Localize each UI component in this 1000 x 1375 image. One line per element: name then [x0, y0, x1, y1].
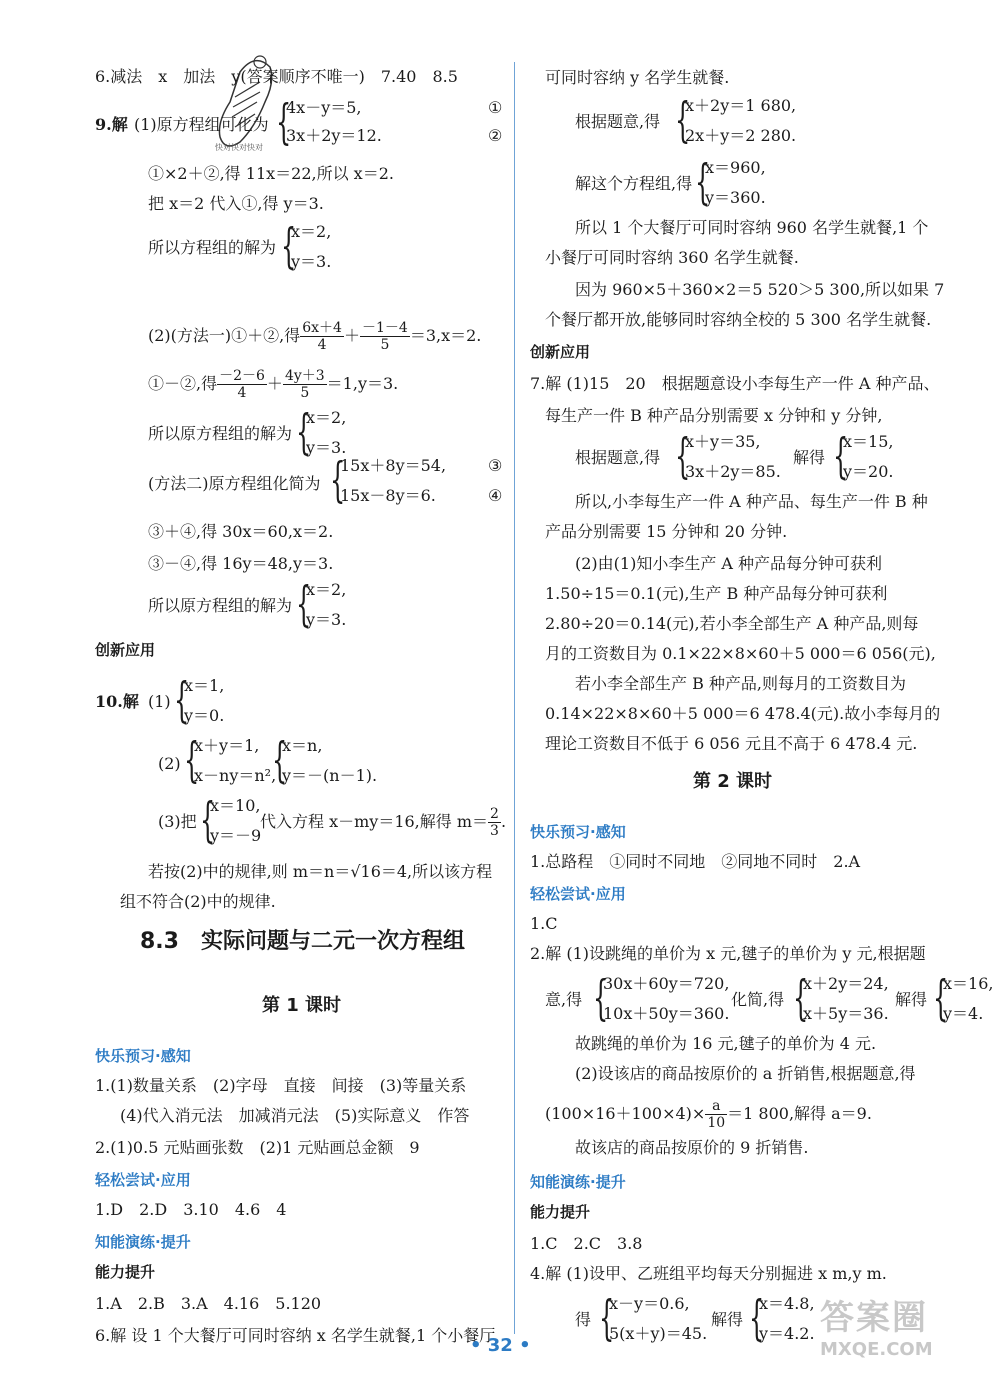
- equation: 5(x＋y)＝45.: [609, 1324, 708, 1343]
- text: ①－②,得: [148, 374, 218, 393]
- paragraph-line: (2)由(1)知小李生产 A 种产品每分钟可获利: [575, 554, 883, 573]
- solution-step: 意,得: [545, 990, 583, 1009]
- equation: x＋2y＝24,: [803, 974, 889, 993]
- text: ＝1,y＝3.: [326, 374, 399, 393]
- numerator: －1－4: [361, 320, 408, 336]
- paragraph-line: 故该店的商品按原价的 9 折销售.: [575, 1138, 809, 1157]
- section-heading-preview: 快乐预习·感知: [530, 823, 626, 841]
- solution-step: 根据题意,得: [575, 448, 661, 467]
- watermark-url: MXQE.COM: [820, 1339, 933, 1360]
- numerator: 4y＋3: [284, 368, 325, 384]
- numerator: －2－6: [219, 368, 265, 384]
- brace: {: [599, 1290, 615, 1346]
- equation: y＝360.: [705, 188, 766, 207]
- fraction: [283, 368, 327, 401]
- q9-text: (1)原方程组可化为: [134, 115, 269, 134]
- text: ＝3,x＝2.: [409, 326, 482, 345]
- equation: y＝3.: [306, 610, 347, 629]
- brace: {: [281, 218, 297, 274]
- equation: x＝2,: [306, 580, 347, 599]
- paragraph-line: 月的工资数目为 0.1×22×8×60＋5 000＝6 056(元),: [545, 644, 936, 663]
- watermark-logo-icon: 答案圈: [820, 1298, 928, 1338]
- brace: {: [200, 792, 216, 848]
- section-heading-try: 轻松尝试·应用: [95, 1171, 191, 1189]
- equation: y＝4.: [943, 1004, 984, 1023]
- eq-marker: ③: [488, 456, 503, 475]
- column-divider: [514, 62, 515, 1334]
- method-two-step: (方法二)原方程组化简为: [148, 474, 321, 493]
- section-heading-ability: 能力提升: [95, 1263, 156, 1281]
- watermark: [820, 1290, 933, 1360]
- chapter-title: 8.3 实际问题与二元一次方程组: [140, 929, 465, 954]
- equation: x＋y＝35,: [685, 432, 761, 451]
- equation: y＝－(n－1).: [282, 766, 378, 785]
- equation: y＝0.: [184, 706, 225, 725]
- brace: {: [296, 404, 312, 460]
- paragraph-line: 产品分别需要 15 分钟和 20 分钟.: [545, 522, 788, 541]
- q10-part2: (2): [158, 754, 181, 773]
- answer-line: (4)代入消元法 加减消元法 (5)实际意义 作答: [120, 1106, 470, 1125]
- text: ＝1 800,解得 a＝9.: [727, 1104, 872, 1123]
- text: (2)(方法一)①＋②,得: [148, 326, 301, 345]
- section-heading-practice: 知能演练·提升: [530, 1173, 626, 1191]
- denominator: 4: [317, 337, 327, 353]
- brace: {: [793, 970, 809, 1026]
- brace: {: [933, 970, 949, 1026]
- equation: y＝3.: [291, 252, 332, 271]
- fraction: [217, 368, 267, 401]
- equation: x＝2,: [306, 408, 347, 427]
- section-heading-innovation: 创新应用: [530, 343, 591, 361]
- q10-part3-text: [260, 806, 506, 839]
- brace: {: [184, 732, 200, 788]
- equation: x＋5y＝36.: [803, 1004, 889, 1023]
- q9-label: 9.解: [95, 115, 128, 134]
- equation: x＝2,: [291, 222, 332, 241]
- svg-text:快对快对快对: 快对快对快对: [215, 143, 263, 152]
- answer-line-6-8: 6.减法 x 加法 y(答案顺序不唯一) 7.40 8.5: [95, 67, 458, 86]
- q10-label: 10.解: [95, 692, 139, 711]
- equation: 3x＋2y＝85.: [685, 462, 781, 481]
- paragraph-line: 故跳绳的单价为 16 元,毽子的单价为 4 元.: [575, 1034, 877, 1053]
- section-heading-ability: 能力提升: [530, 1203, 591, 1221]
- paragraph-line: 2.80÷20＝0.14(元),若小李全部生产 A 种产品,则每: [545, 614, 919, 633]
- equation: 3x＋2y＝12.: [286, 126, 382, 145]
- brace: {: [695, 154, 711, 210]
- paragraph-line: 4.解 (1)设甲、乙班组平均每天分别掘进 x m,y m.: [530, 1264, 887, 1283]
- fraction: [705, 1098, 727, 1131]
- solution-step: 把 x＝2 代入①,得 y＝3.: [148, 194, 324, 213]
- text: .: [500, 812, 507, 831]
- solution-step: 所以方程组的解为: [148, 238, 277, 257]
- equation: x＝1,: [184, 676, 225, 695]
- brace: {: [675, 428, 691, 484]
- answer-line: 6.解 设 1 个大餐厅可同时容纳 x 名学生就餐,1 个小餐厅: [95, 1326, 496, 1345]
- text: ＋: [266, 374, 283, 393]
- numerator: 6x＋4: [302, 320, 342, 336]
- fraction: [300, 320, 344, 353]
- page-number: • 32 •: [470, 1335, 531, 1356]
- solution-step: 所以原方程组的解为: [148, 424, 293, 443]
- denominator: 4: [237, 385, 247, 401]
- paragraph-line: 若按(2)中的规律,则 m＝n＝√16＝4,所以该方程: [148, 862, 493, 881]
- brace: {: [272, 732, 288, 788]
- q10-part1: (1): [148, 692, 171, 711]
- equation: x＝16,: [943, 974, 994, 993]
- solution-step: 解得: [895, 990, 928, 1009]
- paragraph-line: 2.解 (1)设跳绳的单价为 x 元,毽子的单价为 y 元,根据题: [530, 944, 926, 963]
- numerator: a: [705, 1098, 727, 1115]
- brace: {: [749, 1290, 765, 1346]
- answer-line: 1.D 2.D 3.10 4.6 4: [95, 1200, 287, 1219]
- solution-step: 根据题意,得: [575, 112, 661, 131]
- solution-step: 化简,得: [731, 990, 785, 1009]
- lesson-title: 第 1 课时: [262, 995, 342, 1016]
- equation: x＝15,: [843, 432, 894, 451]
- text: ＋: [343, 326, 360, 345]
- paragraph-line: (2)设该店的商品按原价的 a 折销售,根据题意,得: [575, 1064, 916, 1083]
- brace: {: [675, 92, 691, 148]
- equation: x－y＝0.6,: [609, 1294, 690, 1313]
- paragraph-line: 小餐厅可同时容纳 360 名学生就餐.: [545, 248, 799, 267]
- solution-step: ③－④,得 16y＝48,y＝3.: [148, 554, 334, 573]
- equation: x－ny＝n²,: [194, 766, 277, 785]
- solution-step: ①×2＋②,得 11x＝22,所以 x＝2.: [148, 164, 394, 183]
- equation: 4x－y＝5,: [286, 98, 362, 117]
- answer-line: 1.C: [530, 914, 558, 933]
- brace: {: [330, 452, 346, 508]
- equation: x＝n,: [282, 736, 323, 755]
- section-heading-practice: 知能演练·提升: [95, 1233, 191, 1251]
- paragraph-line: 个餐厅都开放,能够同时容纳全校的 5 300 名学生就餐.: [545, 310, 932, 329]
- solution-step: 解这个方程组,得: [575, 174, 693, 193]
- fraction: [360, 320, 410, 353]
- equation: x＋y＝1,: [194, 736, 260, 755]
- section-heading-innovation: 创新应用: [95, 641, 156, 659]
- answer-line: 1.(1)数量关系 (2)字母 直接 间接 (3)等量关系: [95, 1076, 467, 1095]
- answer-line: 2.(1)0.5 元贴画张数 (2)1 元贴画总金额 9: [95, 1138, 420, 1157]
- paragraph-line: 所以,小李每生产一件 A 种产品、每生产一件 B 种: [575, 492, 928, 511]
- equation-line: [545, 1098, 872, 1131]
- section-heading-try: 轻松尝试·应用: [530, 885, 626, 903]
- eq-marker: ②: [488, 126, 503, 145]
- equation: y＝－9: [210, 826, 262, 845]
- equation: 2x＋y＝2 280.: [685, 126, 797, 145]
- equation: 15x－8y＝6.: [340, 486, 436, 505]
- brace: {: [174, 672, 190, 728]
- answer-line: 1.C 2.C 3.8: [530, 1234, 643, 1253]
- equation: y＝3.: [306, 438, 347, 457]
- brace: {: [833, 428, 849, 484]
- equation: y＝20.: [843, 462, 894, 481]
- paragraph-line: 1.50÷15＝0.1(元),生产 B 种产品每分钟可获利: [545, 584, 888, 603]
- paragraph-line: 组不符合(2)中的规律.: [120, 892, 276, 911]
- equation: x＝10,: [210, 796, 261, 815]
- paragraph-line: 可同时容纳 y 名学生就餐.: [545, 68, 730, 87]
- denominator: 5: [380, 337, 390, 353]
- solution-step: ③＋④,得 30x＝60,x＝2.: [148, 522, 334, 541]
- equation: x＝4.8,: [759, 1294, 815, 1313]
- eq-marker: ④: [488, 486, 503, 505]
- equation: y＝4.2.: [759, 1324, 815, 1343]
- paragraph-line: 若小李全部生产 B 种产品,则每月的工资数目为: [575, 674, 907, 693]
- denominator: 5: [300, 385, 310, 401]
- text: 代入方程 x－my＝16,解得 m＝: [260, 812, 489, 831]
- fraction: [488, 806, 501, 839]
- paragraph-line: 7.解 (1)15 20 根据题意设小李每生产一件 A 种产品、: [530, 374, 940, 393]
- eq-marker: ①: [488, 98, 503, 117]
- paragraph-line: 每生产一件 B 种产品分别需要 x 分钟和 y 分钟,: [545, 406, 883, 425]
- text: (100×16＋100×4)×: [545, 1104, 706, 1123]
- equation: 15x＋8y＝54,: [340, 456, 447, 475]
- numerator: 2: [490, 806, 499, 822]
- equation: x＝960,: [705, 158, 766, 177]
- denominator: 10: [707, 1115, 726, 1131]
- equation: 30x＋60y＝720,: [603, 974, 730, 993]
- paragraph-line: 因为 960×5＋360×2＝5 520＞5 300,所以如果 7: [575, 280, 945, 299]
- answer-line: 1.总路程 ①同时不同地 ②同地不同时 2.A: [530, 852, 861, 871]
- q10-part3-label: (3)把: [158, 812, 197, 831]
- paragraph-line: 理论工资数目不低于 6 056 元且不高于 6 478.4 元.: [545, 734, 918, 753]
- answer-line: 1.A 2.B 3.A 4.16 5.120: [95, 1294, 322, 1313]
- solution-step: 解得: [793, 448, 826, 467]
- lesson-title: 第 2 课时: [693, 771, 773, 792]
- paragraph-line: 0.14×22×8×60＋5 000＝6 478.4(元).故小李每月的: [545, 704, 941, 723]
- section-heading-preview: 快乐预习·感知: [95, 1047, 191, 1065]
- denominator: 3: [490, 823, 499, 839]
- solution-step: 解得: [711, 1310, 744, 1329]
- method-one-step: [148, 320, 481, 353]
- solution-step: 所以原方程组的解为: [148, 596, 293, 615]
- brace: {: [296, 576, 312, 632]
- equation: x＋2y＝1 680,: [685, 96, 797, 115]
- method-one-step: [148, 368, 398, 401]
- equation: 10x＋50y＝360.: [603, 1004, 730, 1023]
- solution-step: 得: [575, 1310, 592, 1329]
- brace: {: [276, 94, 292, 150]
- paragraph-line: 所以 1 个大餐厅可同时容纳 960 名学生就餐,1 个: [575, 218, 929, 237]
- brace: {: [593, 970, 609, 1026]
